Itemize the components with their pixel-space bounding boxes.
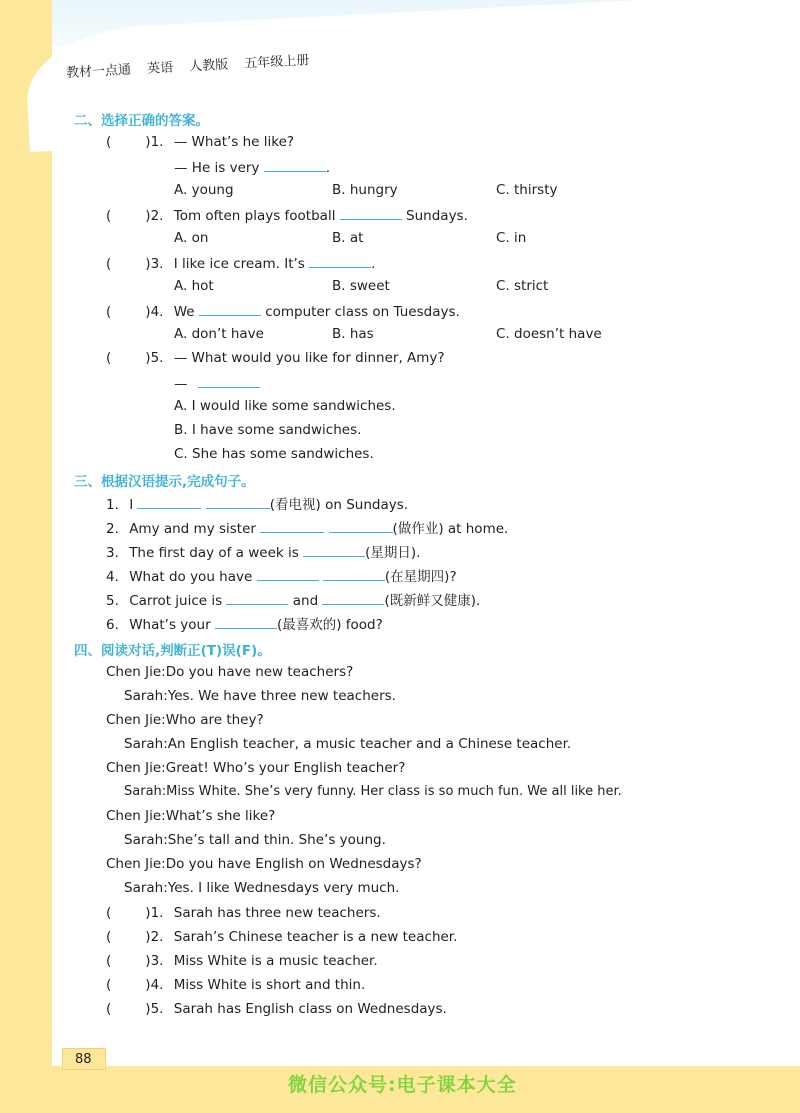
answer-blank[interactable] — [215, 614, 277, 629]
q1-option-b[interactable]: B. hungry — [332, 182, 398, 198]
q5-row: ( )5. — What would you like for dinner, Amy? — [106, 350, 445, 366]
s3-item-3: 3. The first day of a week is (星期日). — [106, 542, 420, 562]
q3-option-b[interactable]: B. sweet — [332, 278, 390, 294]
dialog-line: Sarah:Yes. We have three new teachers. — [124, 688, 396, 704]
answer-blank[interactable] — [198, 373, 260, 388]
dialog-line: Chen Jie:Who are they? — [106, 712, 264, 728]
answer-blank[interactable] — [226, 590, 288, 605]
q2-row: ( )2. Tom often plays football Sundays. — [106, 205, 468, 225]
header-book: 教材一点通 — [65, 62, 132, 81]
answer-paren[interactable] — [111, 927, 145, 941]
s3-item-5: 5. Carrot juice is and (既新鲜又健康). — [106, 590, 480, 610]
answer-paren[interactable] — [111, 951, 145, 965]
q4-option-a[interactable]: A. don’t have — [174, 326, 264, 342]
q5-option-b[interactable]: B. I have some sandwiches. — [174, 422, 362, 438]
judgement-item: ( )5. Sarah has English class on Wednesdays. — [106, 1001, 447, 1017]
answer-paren[interactable] — [111, 975, 145, 989]
answer-blank[interactable] — [322, 590, 384, 605]
dialog-line: Chen Jie:Do you have new teachers? — [106, 664, 354, 680]
answer-blank[interactable] — [137, 494, 201, 509]
left-margin-band — [0, 0, 52, 1113]
header-edition: 人教版 — [188, 57, 229, 75]
section-3-title: 三、根据汉语提示,完成句子。 — [74, 474, 255, 490]
q3-option-c[interactable]: C. strict — [496, 278, 549, 294]
judgement-item: ( )1. Sarah has three new teachers. — [106, 905, 381, 921]
dialog-line: Chen Jie:What’s she like? — [106, 808, 276, 824]
answer-blank[interactable] — [303, 542, 365, 557]
q1-row: ( )1. — What’s he like? — [106, 134, 295, 150]
q5-line2: — — [174, 373, 260, 393]
q4-option-c[interactable]: C. doesn’t have — [496, 326, 602, 342]
answer-paren[interactable] — [111, 903, 145, 917]
answer-blank[interactable] — [199, 301, 261, 316]
answer-blank[interactable] — [206, 494, 270, 509]
answer-blank[interactable] — [323, 566, 385, 581]
s3-item-4: 4. What do you have (在星期四)? — [106, 566, 457, 586]
dialog-line: Sarah:An English teacher, a music teacher and a Chinese teacher. — [124, 736, 572, 752]
q1-option-a[interactable]: A. young — [174, 182, 234, 198]
s3-item-2: 2. Amy and my sister (做作业) at home. — [106, 518, 508, 538]
q1-stem: — What’s he like? — [173, 134, 295, 150]
q5-option-c[interactable]: C. She has some sandwiches. — [174, 446, 374, 462]
answer-blank[interactable] — [329, 518, 393, 533]
s3-item-1: 1. I (看电视) on Sundays. — [106, 494, 408, 514]
watermark: 微信公众号:电子课本大全 — [288, 1074, 517, 1096]
answer-blank[interactable] — [309, 253, 371, 268]
answer-blank[interactable] — [260, 518, 324, 533]
page-number: 88 — [62, 1048, 106, 1070]
q5-option-a[interactable]: A. I would like some sandwiches. — [174, 398, 396, 414]
dialog-line: Sarah:She’s tall and thin. She’s young. — [124, 832, 386, 848]
s3-item-6: 6. What’s your (最喜欢的) food? — [106, 614, 383, 634]
q1-number: 1. — [150, 134, 164, 150]
answer-blank[interactable] — [264, 157, 326, 172]
answer-blank[interactable] — [257, 566, 319, 581]
dialog-line: Sarah:Miss White. She’s very funny. Her class is so much fun. We all like her. — [124, 784, 622, 799]
answer-paren[interactable] — [111, 999, 145, 1013]
judgement-item: ( )3. Miss White is a music teacher. — [106, 953, 378, 969]
answer-blank[interactable] — [340, 205, 402, 220]
q2-option-b[interactable]: B. at — [332, 230, 364, 246]
q3-option-a[interactable]: A. hot — [174, 278, 214, 294]
q1-option-c[interactable]: C. thirsty — [496, 182, 558, 198]
dialog-line: Chen Jie:Great! Who’s your English teacher? — [106, 760, 406, 776]
q4-row: ( )4. We computer class on Tuesdays. — [106, 301, 460, 321]
q3-row: ( )3. I like ice cream. It’s . — [106, 253, 375, 273]
header-subject: 英语 — [146, 60, 174, 77]
section-2-title: 二、选择正确的答案。 — [74, 113, 209, 129]
header-grade: 五年级上册 — [243, 53, 310, 72]
q2-option-c[interactable]: C. in — [496, 230, 527, 246]
q2-option-a[interactable]: A. on — [174, 230, 209, 246]
dialog-line: Chen Jie:Do you have English on Wednesdays? — [106, 856, 422, 872]
dialog-line: Sarah:Yes. I like Wednesdays very much. — [124, 880, 400, 896]
q4-option-b[interactable]: B. has — [332, 326, 374, 342]
judgement-item: ( )4. Miss White is short and thin. — [106, 977, 366, 993]
q1-line2: — He is very . — [174, 157, 330, 177]
section-4-title: 四、阅读对话,判断正(T)误(F)。 — [74, 643, 271, 659]
judgement-item: ( )2. Sarah’s Chinese teacher is a new teacher. — [106, 929, 458, 945]
